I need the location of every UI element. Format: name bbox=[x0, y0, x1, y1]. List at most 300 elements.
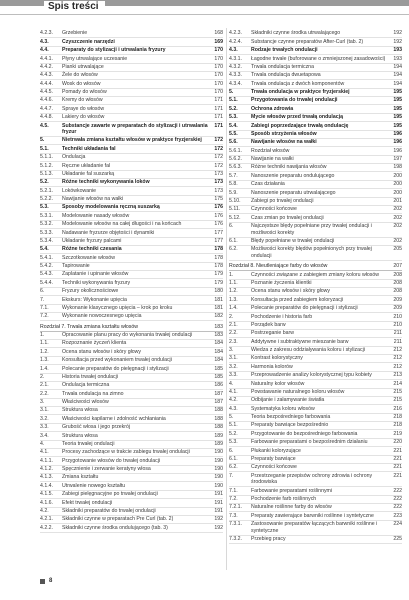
toc-entry-title: Ocena stanu włosów i skóry głowy bbox=[62, 348, 141, 355]
toc-entry-title: Rozdział 7. Trwała zmiana kształtu włosów bbox=[40, 323, 139, 330]
toc-entry-number: 5.1. bbox=[229, 422, 238, 429]
toc-entry bbox=[229, 172, 402, 180]
toc-entry-page: 172 bbox=[214, 137, 223, 144]
toc-entry-page: 224 bbox=[393, 521, 402, 528]
toc-entry-page: 201 bbox=[393, 197, 402, 204]
toc-entry-page: 170 bbox=[214, 47, 223, 54]
toc-entry-title: Techniki układania fal bbox=[62, 145, 116, 152]
toc-entry-number: 5.1.3. bbox=[40, 170, 53, 177]
toc-entry-page: 215 bbox=[393, 388, 402, 395]
toc-entry-number: 4.2.4. bbox=[229, 38, 242, 45]
toc-entry bbox=[229, 447, 402, 455]
toc-entry-title: Wiedza z zakresu oddziaływania koloru i stylizacji bbox=[251, 347, 365, 354]
toc-entry-number: 4.1. bbox=[229, 388, 238, 395]
toc-entry-page: 185 bbox=[214, 373, 223, 380]
toc-entry-page: 189 bbox=[214, 432, 223, 439]
toc-entry-title: Trwała ondulacja na zimno bbox=[62, 390, 124, 397]
toc-entry-title: Wykonanie klasycznego upięcia – krok po kroku bbox=[62, 304, 173, 311]
toc-entry-title: Czyszczenie narzędzi bbox=[62, 38, 115, 45]
toc-entry-number: 1. bbox=[229, 271, 234, 278]
toc-entry-number: 1. bbox=[40, 332, 45, 339]
toc-entry-page: 170 bbox=[214, 55, 223, 62]
toc-entry-number: 1.4. bbox=[229, 305, 238, 312]
toc-entry-title: Lakiery do włosów bbox=[62, 114, 105, 121]
toc-entry-title: Ochrona zdrowia bbox=[251, 105, 294, 112]
toc-entry bbox=[40, 162, 223, 170]
toc-entry bbox=[229, 30, 402, 38]
toc-entry-page: 209 bbox=[393, 305, 402, 312]
toc-entry-number: 5.3.4. bbox=[40, 237, 53, 244]
toc-entry-number: 3.1. bbox=[229, 355, 238, 362]
toc-entry-title: Właściwości włosów bbox=[62, 399, 109, 406]
toc-entry-title: Rozpoznanie życzeń klienta bbox=[62, 340, 127, 347]
toc-entry-title: Czynności końcowe bbox=[251, 464, 297, 471]
toc-entry-page: 221 bbox=[393, 464, 402, 471]
toc-entry-title: Zmiana kształtu bbox=[62, 474, 99, 481]
toc-entry-number: 5.4.3. bbox=[40, 271, 53, 278]
toc-entry-title: Przebieg pracy bbox=[251, 536, 286, 543]
toc-entry bbox=[229, 206, 402, 214]
toc-entry-number: 5.3.1. bbox=[40, 212, 53, 219]
toc-entry-number: 2.3. bbox=[229, 338, 238, 345]
toc-entry bbox=[229, 487, 402, 495]
toc-entry-number: 4.5. bbox=[40, 122, 49, 129]
toc-entry-page: 183 bbox=[214, 332, 223, 339]
toc-entry bbox=[229, 439, 402, 447]
toc-entry-page: 173 bbox=[214, 187, 223, 194]
toc-entry bbox=[229, 512, 402, 520]
toc-entry-page: 221 bbox=[393, 472, 402, 479]
toc-entry-page: 193 bbox=[393, 47, 402, 54]
toc-entry-page: 208 bbox=[393, 280, 402, 287]
toc-entry-number: 4.4.1. bbox=[40, 55, 53, 62]
toc-entry-number: 4.3.3. bbox=[229, 72, 242, 79]
toc-entry-page: 211 bbox=[393, 330, 402, 337]
toc-entry-title: Czas zmian po trwałej ondulacji bbox=[251, 214, 324, 221]
toc-entry-number: 4.1.2. bbox=[40, 466, 53, 473]
toc-entry-number: 3.1. bbox=[40, 407, 49, 414]
toc-entry-page: 195 bbox=[393, 89, 402, 96]
toc-entry-title: Przygotowanie włosów do trwałej ondulacji bbox=[62, 457, 161, 464]
toc-entry bbox=[229, 464, 402, 472]
toc-entry bbox=[40, 246, 223, 254]
toc-entry bbox=[40, 212, 223, 220]
toc-entry-title: Przygotowanie do bezpośredniego farbowania bbox=[251, 430, 358, 437]
toc-entry-title: Naturalne roślinne farby do włosów bbox=[251, 504, 332, 511]
toc-entry bbox=[40, 313, 223, 321]
toc-entry bbox=[229, 97, 402, 105]
toc-entry bbox=[229, 313, 402, 321]
toc-entry-page: 183 bbox=[214, 323, 223, 330]
toc-entry-title: Struktura włosa bbox=[62, 432, 98, 439]
toc-entry-page: 222 bbox=[393, 496, 402, 503]
toc-entry bbox=[229, 330, 402, 338]
toc-entry-title: Płyny utrwalające uczesanie bbox=[62, 55, 128, 62]
toc-entry-page: 170 bbox=[214, 89, 223, 96]
toc-entry-number: 7.1. bbox=[229, 487, 238, 494]
toc-entry-page: 218 bbox=[393, 414, 402, 421]
toc-entry-number: 1.2. bbox=[229, 288, 238, 295]
toc-entry-number: 1.1. bbox=[229, 280, 238, 287]
toc-entry-page: 188 bbox=[214, 407, 223, 414]
toc-entry-number: 5.4.4. bbox=[40, 279, 53, 286]
toc-entry-page: 207 bbox=[393, 263, 402, 270]
toc-entry-title: Farbowanie preparatami roślinnymi bbox=[251, 487, 333, 494]
toc-entry-number: 5. bbox=[229, 89, 234, 96]
toc-entry bbox=[40, 348, 223, 356]
toc-entry-title: Składniki czynne środka utrwalającego bbox=[251, 30, 341, 37]
toc-entry bbox=[40, 508, 223, 516]
toc-entry-title: Konsultacja przed zabiegiem koloryzacji bbox=[251, 296, 343, 303]
toc-entry-title: Różne techniki wykonywania loków bbox=[62, 179, 150, 186]
chapter-heading bbox=[40, 323, 223, 331]
toc-entry-number: 1.3. bbox=[229, 296, 238, 303]
toc-entry bbox=[40, 441, 223, 449]
toc-entry-number: 5. bbox=[40, 137, 45, 144]
toc-entry bbox=[229, 181, 402, 189]
toc-entry-page: 176 bbox=[214, 204, 223, 211]
toc-entry-page: 190 bbox=[214, 482, 223, 489]
toc-entry-title: Zabiegi pielęgnacyjne po trwałej ondulacji bbox=[62, 491, 158, 498]
toc-entry bbox=[229, 246, 402, 261]
toc-entry bbox=[40, 357, 223, 365]
toc-entry-title: Ocena stanu włosów i skóry głowy bbox=[251, 288, 330, 295]
toc-entry-page: 177 bbox=[214, 237, 223, 244]
toc-entry bbox=[40, 365, 223, 373]
toc-entry-title: Nadawanie fryzurze objętości i dynamiki bbox=[62, 229, 155, 236]
toc-entry-number: 7. bbox=[229, 472, 234, 479]
toc-entry-title: Sposób strzyżenia włosów bbox=[251, 130, 317, 137]
toc-entry bbox=[40, 137, 223, 145]
toc-entry-page: 191 bbox=[214, 491, 223, 498]
toc-entry bbox=[229, 521, 402, 536]
toc-entry bbox=[40, 491, 223, 499]
toc-entry bbox=[40, 449, 223, 457]
toc-entry-number: 4.4.2. bbox=[40, 63, 53, 70]
toc-entry bbox=[40, 424, 223, 432]
toc-entry-title: Konsultacja przed wykonaniem trwałej ondulacji bbox=[62, 357, 172, 364]
toc-entry-number: 4. bbox=[40, 440, 45, 447]
toc-entry bbox=[229, 189, 402, 197]
toc-entry bbox=[229, 288, 402, 296]
toc-entry-page: 168 bbox=[214, 30, 223, 37]
toc-entry-page: 223 bbox=[393, 512, 402, 519]
toc-entry bbox=[40, 179, 223, 187]
toc-entry-title: Substancje zawarte w preparatach do stylizacji i utrwalania fryzur bbox=[62, 122, 208, 136]
toc-entry bbox=[229, 536, 402, 544]
toc-entry-title: Czas działania bbox=[251, 181, 285, 188]
toc-entry-number: 4.1.1. bbox=[40, 457, 53, 464]
toc-entry-number: 7.2. bbox=[40, 313, 49, 320]
toc-entry bbox=[40, 382, 223, 390]
toc-entry-page: 208 bbox=[393, 288, 402, 295]
toc-entry bbox=[40, 80, 223, 88]
toc-entry bbox=[40, 296, 223, 304]
toc-entry-title: Składniki czynne w preparatach Pre Curl (tab. 2) bbox=[62, 516, 174, 523]
toc-entry bbox=[229, 156, 402, 164]
toc-entry-number: 1.3. bbox=[40, 357, 49, 364]
toc-entry-number: 4.4. bbox=[40, 47, 49, 54]
toc-entry-page: 186 bbox=[214, 382, 223, 389]
toc-entry-page: 184 bbox=[214, 357, 223, 364]
toc-entry-page: 184 bbox=[214, 348, 223, 355]
toc-entry-page: 187 bbox=[214, 399, 223, 406]
toc-entry bbox=[229, 164, 402, 172]
toc-entry bbox=[40, 105, 223, 113]
toc-entry-page: 210 bbox=[393, 313, 402, 320]
toc-entry-page: 190 bbox=[214, 474, 223, 481]
toc-entry-title: Porządek barw bbox=[251, 321, 286, 328]
toc-entry bbox=[229, 64, 402, 72]
toc-entry-number: 4.1. bbox=[40, 449, 49, 456]
toc-entry bbox=[229, 338, 402, 346]
toc-entry-title: Przeprowadzenie analizy kolorystycznej typu kobiety bbox=[251, 372, 372, 379]
toc-entry-number: 5.7. bbox=[229, 172, 238, 179]
toc-entry-page: 220 bbox=[393, 439, 402, 446]
toc-entry bbox=[40, 254, 223, 262]
toc-entry-number: 4.3.2. bbox=[229, 63, 242, 70]
toc-entry-number: 4.3. bbox=[229, 47, 238, 54]
toc-entry bbox=[229, 55, 402, 63]
toc-entry-page: 190 bbox=[214, 449, 223, 456]
toc-entry-title: Grzebienie bbox=[62, 30, 88, 37]
toc-entry-page: 171 bbox=[214, 97, 223, 104]
toc-entry-page: 219 bbox=[393, 430, 402, 437]
toc-entry bbox=[229, 322, 402, 330]
toc-entry-page: 202 bbox=[393, 206, 402, 213]
toc-entry-page: 194 bbox=[393, 72, 402, 79]
toc-entry bbox=[229, 38, 402, 46]
toc-entry bbox=[229, 472, 402, 487]
toc-entry-title: Preparaty do stylizacji i utrwalania fryzury bbox=[62, 47, 166, 54]
toc-entry bbox=[40, 204, 223, 212]
toc-entry bbox=[229, 414, 402, 422]
toc-entry bbox=[229, 147, 402, 155]
toc-entry-title: Ondulacja termiczna bbox=[62, 382, 110, 389]
toc-entry bbox=[229, 456, 402, 464]
toc-entry-number: 6. bbox=[229, 223, 234, 230]
toc-entry-number: 5.3.3. bbox=[40, 229, 53, 236]
toc-entry bbox=[40, 288, 223, 296]
toc-entry bbox=[229, 198, 402, 206]
toc-entry bbox=[40, 187, 223, 195]
toc-entry bbox=[229, 122, 402, 130]
toc-entry-page: 170 bbox=[214, 80, 223, 87]
toc-entry-page: 172 bbox=[214, 162, 223, 169]
toc-entry-number: 5.6.3. bbox=[229, 164, 242, 171]
toc-entry-number: 5.5. bbox=[229, 130, 238, 137]
toc-entry-title: Pomady do włosów bbox=[62, 89, 107, 96]
toc-entry-title: Przygotowania do trwałej ondulacji bbox=[251, 97, 338, 104]
toc-entry-page: 171 bbox=[214, 114, 223, 121]
toc-entry-title: Polecanie preparatów do pielęgnacji i stylizacji bbox=[62, 365, 169, 372]
toc-entry bbox=[40, 432, 223, 440]
toc-entry-title: Właściwości kapilarne i zdolność wchłaniania bbox=[62, 415, 166, 422]
toc-entry-number: 3.2. bbox=[40, 415, 49, 422]
toc-entry-page: 200 bbox=[393, 172, 402, 179]
toc-entry-number: 6. bbox=[40, 288, 45, 295]
toc-entry-page: 195 bbox=[393, 105, 402, 112]
toc-entry bbox=[40, 271, 223, 279]
toc-entry-page: 218 bbox=[393, 422, 402, 429]
toc-entry bbox=[229, 504, 402, 512]
toc-entry-number: 7.3.2. bbox=[229, 536, 242, 543]
toc-entry-page: 212 bbox=[393, 355, 402, 362]
toc-entry-page: 181 bbox=[214, 304, 223, 311]
toc-entry bbox=[229, 47, 402, 55]
toc-entry bbox=[40, 466, 223, 474]
toc-entry-title: Żele do włosów bbox=[62, 72, 98, 79]
toc-entry-title: Zabiegi poprzedzające trwałą ondulację bbox=[251, 122, 349, 129]
toc-entry-number: 4.4.6. bbox=[40, 97, 53, 104]
toc-entry-title: Sposoby modelowania ręczną suszarką bbox=[62, 204, 160, 211]
toc-entry-number: 5.1. bbox=[229, 97, 238, 104]
toc-entry-title: Preparaty barwiące bbox=[251, 455, 296, 462]
toc-entry-page: 178 bbox=[214, 246, 223, 253]
toc-entry-page: 192 bbox=[214, 516, 223, 523]
toc-entry-page: 196 bbox=[393, 139, 402, 146]
toc-entry-number: 3.3. bbox=[40, 424, 49, 431]
toc-entry-page: 171 bbox=[214, 122, 223, 129]
toc-entry-title: Systematyka koloru włosów bbox=[251, 405, 315, 412]
toc-entry bbox=[40, 72, 223, 80]
toc-entry-page: 222 bbox=[393, 487, 402, 494]
toc-entry-number: 2.1. bbox=[229, 321, 238, 328]
toc-entry-page: 188 bbox=[214, 415, 223, 422]
toc-entry bbox=[229, 223, 402, 238]
toc-entry bbox=[229, 296, 402, 304]
toc-entry-title: Spęcznienie i zerwanie keratyny włosa bbox=[62, 466, 151, 473]
page-number: 8 bbox=[49, 578, 53, 584]
toc-entry-page: 191 bbox=[214, 499, 223, 506]
toc-entry bbox=[40, 332, 223, 340]
toc-entry-number: 5.9. bbox=[229, 189, 238, 196]
toc-entry bbox=[229, 305, 402, 313]
toc-entry-title: Modelowanie nasady włosów bbox=[62, 212, 130, 219]
toc-entry-number: 2. bbox=[229, 313, 234, 320]
toc-entry-page: 194 bbox=[393, 80, 402, 87]
toc-entry-title: Najczęstsze błędy popełniane przy trwałej ondulacji i możliwości korekty bbox=[251, 223, 372, 236]
toc-entry-number: 5.1. bbox=[40, 145, 49, 152]
toc-entry-page: 178 bbox=[214, 263, 223, 270]
toc-entry-title: Mycie włosów przed trwałą ondulacją bbox=[251, 114, 343, 121]
toc-entry-number: 7.3.1. bbox=[229, 521, 242, 528]
toc-entry bbox=[229, 422, 402, 430]
toc-entry-number: 6. bbox=[229, 447, 234, 454]
toc-entry-number: 5.4. bbox=[229, 122, 238, 129]
toc-entry-title: Płukanki koloryzujące bbox=[251, 447, 301, 454]
toc-entry-page: 212 bbox=[393, 363, 402, 370]
toc-entry-title: Przestrzeganie przepisów ochrony zdrowia i ochrony środowiska bbox=[251, 472, 373, 486]
toc-entry bbox=[40, 279, 223, 287]
toc-entry bbox=[40, 516, 223, 524]
toc-entry-number: 1.4. bbox=[40, 365, 49, 372]
toc-entry-title: Teoria trwałej ondulacji bbox=[62, 440, 115, 447]
toc-entry-page: 190 bbox=[214, 457, 223, 464]
toc-entry-page: 180 bbox=[214, 288, 223, 295]
toc-entry bbox=[229, 380, 402, 388]
toc-entry-number: 4.4.5. bbox=[40, 89, 53, 96]
toc-entry-title: Możliwości korekty błędów popełnionych przy trwałej ondulacji bbox=[251, 246, 372, 259]
toc-entry-number: 4.4.3. bbox=[40, 72, 53, 79]
toc-entry-number: 3.3. bbox=[229, 372, 238, 379]
toc-entry bbox=[229, 363, 402, 371]
toc-entry-number: 5. bbox=[229, 414, 234, 421]
toc-entry-page: 179 bbox=[214, 271, 223, 278]
toc-entry bbox=[229, 271, 402, 279]
toc-entry-number: 4.2.1. bbox=[40, 516, 53, 523]
toc-entry-number: 5.3. bbox=[229, 114, 238, 121]
toc-entry-title: Efekt trwałej ondulacji bbox=[62, 499, 113, 506]
toc-entry-page: 192 bbox=[393, 30, 402, 37]
toc-entry-title: Kontrast kolorystyczny bbox=[251, 355, 303, 362]
toc-entry-number: 5.8. bbox=[229, 181, 238, 188]
toc-entry-number: 4.3. bbox=[229, 405, 238, 412]
toc-entry-page: 208 bbox=[393, 271, 402, 278]
toc-entry bbox=[229, 405, 402, 413]
toc-entry-title: Powstawanie naturalnego koloru włosów bbox=[251, 388, 345, 395]
toc-entry-title: Modelowanie włosów na całej długości i na końcach bbox=[62, 221, 182, 228]
toc-entry-number: 3.2. bbox=[229, 363, 238, 370]
toc-entry-title: Składniki preparatów do trwałej ondulacji bbox=[62, 507, 156, 514]
toc-entry-page: 173 bbox=[214, 170, 223, 177]
toc-entry bbox=[40, 47, 223, 55]
toc-entry-number: 6.2. bbox=[229, 246, 238, 253]
toc-entry-number: 5.10. bbox=[229, 197, 241, 204]
toc-entry bbox=[229, 131, 402, 139]
toc-entry-number: 5.3. bbox=[40, 204, 49, 211]
toc-entry-page: 205 bbox=[393, 246, 402, 253]
toc-entry bbox=[40, 305, 223, 313]
toc-entry-title: Składniki czynne środka ondulującego (tab. 3) bbox=[62, 524, 168, 531]
toc-entry-page: 172 bbox=[214, 145, 223, 152]
toc-entry bbox=[229, 355, 402, 363]
toc-entry-number: 2.1. bbox=[40, 382, 49, 389]
toc-entry-title: Trwała ondulacja w praktyce fryzjerskiej bbox=[251, 89, 350, 96]
toc-entry bbox=[40, 524, 223, 532]
toc-entry-title: Postrzeganie barw bbox=[251, 330, 294, 337]
toc-entry-page: 189 bbox=[214, 440, 223, 447]
toc-entry-page: 195 bbox=[393, 97, 402, 104]
toc-entry-number: 6.1. bbox=[229, 455, 238, 462]
page-header bbox=[0, 0, 409, 14]
toc-entry bbox=[40, 399, 223, 407]
toc-entry bbox=[40, 263, 223, 271]
toc-entry-number: 5.4. bbox=[40, 246, 49, 253]
toc-entry-page: 184 bbox=[214, 340, 223, 347]
toc-entry-title: Harmonia kolorów bbox=[251, 363, 293, 370]
toc-entry-number: 5.1.2. bbox=[40, 162, 53, 169]
toc-entry-page: 170 bbox=[214, 63, 223, 70]
toc-entry-number: 4.1.5. bbox=[40, 491, 53, 498]
toc-entry bbox=[40, 221, 223, 229]
toc-entry-title: Fryzury okolicznościowe bbox=[62, 288, 119, 295]
toc-entry-number: 6.1. bbox=[229, 237, 238, 244]
toc-entry-title: Czynności końcowe bbox=[251, 206, 297, 213]
toc-entry-title: Ręczne układanie fal bbox=[62, 162, 111, 169]
toc-entry-title: Trwała ondulacja dwuetapowa bbox=[251, 72, 321, 79]
toc-entry-number: 5.1.1. bbox=[40, 154, 53, 161]
toc-entry-page: 187 bbox=[214, 390, 223, 397]
toc-entry-title: Tapirowanie bbox=[62, 263, 90, 270]
toc-entry-title: Nanoszenie preparatu ondulującego bbox=[251, 172, 335, 179]
toc-entry-page: 197 bbox=[393, 156, 402, 163]
toc-entry-number: 3.4. bbox=[40, 432, 49, 439]
toc-entry-title: Poznanie życzenia klientki bbox=[251, 280, 312, 287]
toc-entry bbox=[40, 229, 223, 237]
toc-entry-number: 5.4.2. bbox=[40, 263, 53, 270]
toc-entry-page: 192 bbox=[393, 38, 402, 45]
